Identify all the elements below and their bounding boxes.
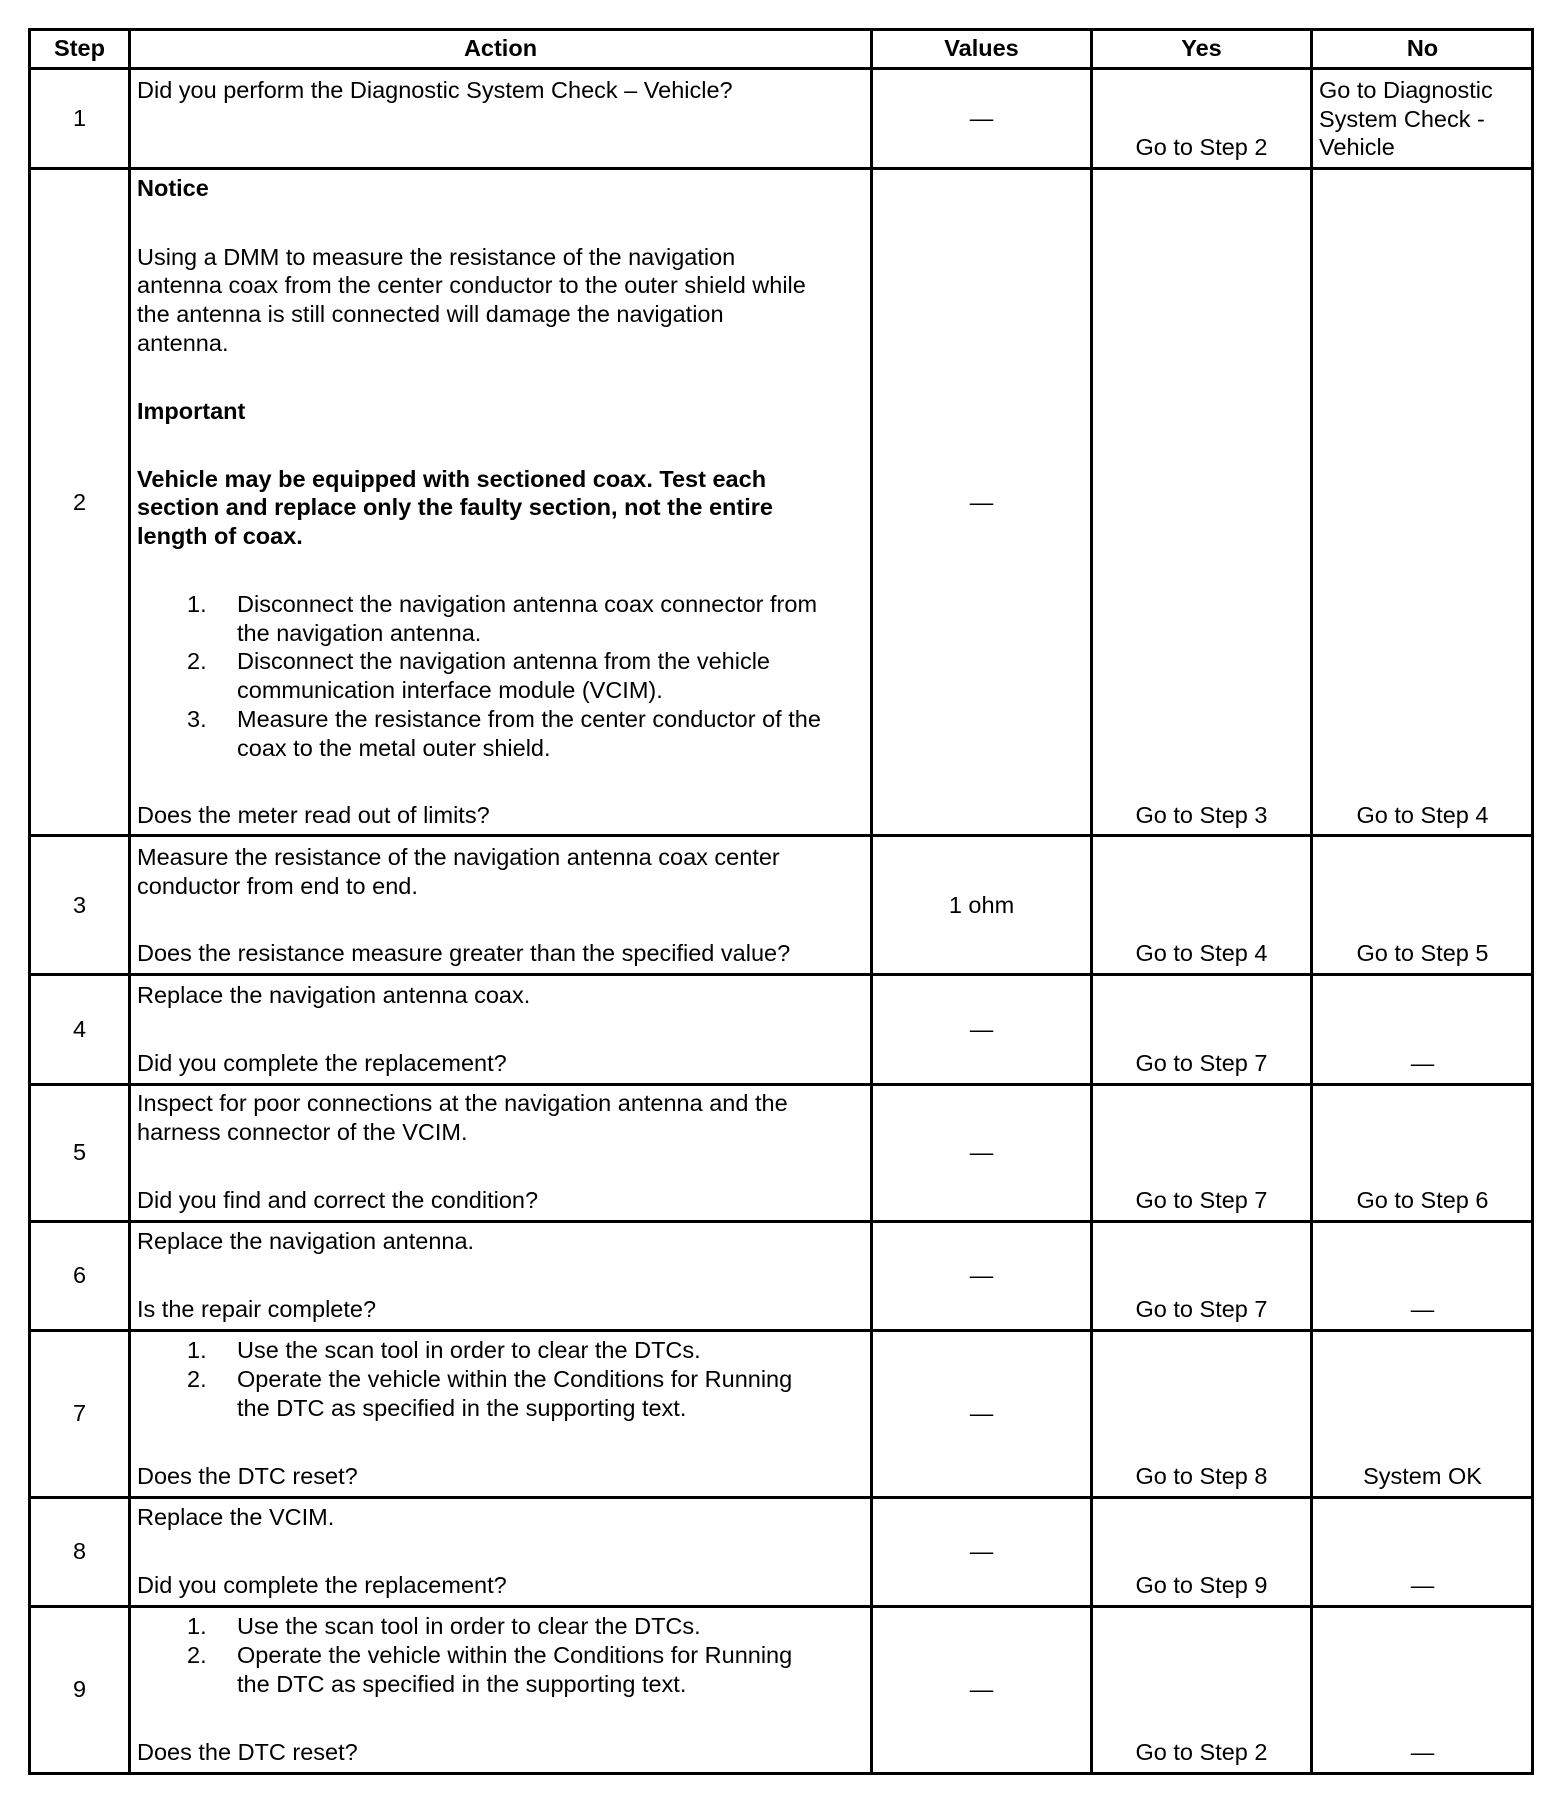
row-divider [28, 834, 1534, 837]
list-text: the DTC as specified in the supporting text. [237, 1671, 687, 1697]
step-number: 1 [72, 105, 87, 131]
list-text: Use the scan tool in order to clear the DTCs. [237, 1337, 701, 1363]
row-divider [28, 1329, 1534, 1332]
row-divider [28, 1496, 1534, 1499]
important-text: Vehicle may be equipped with sectioned coax. Test each [137, 466, 767, 492]
question-text: Does the DTC reset? [137, 1739, 358, 1765]
notice-text: antenna. [137, 330, 229, 356]
list-number: 1. [187, 591, 207, 617]
row-divider [28, 1220, 1534, 1223]
list-number: 2. [187, 1366, 207, 1392]
value-cell: — [969, 105, 994, 131]
step-number: 6 [72, 1262, 87, 1288]
value-cell: — [969, 1139, 994, 1165]
action-text: Replace the VCIM. [137, 1504, 335, 1530]
row-divider [28, 28, 1534, 31]
yes-cell: Go to Step 2 [1135, 134, 1268, 160]
notice-text: Using a DMM to measure the resistance of the navigation [137, 244, 736, 270]
notice-text: the antenna is still connected will damage the navigation [137, 301, 724, 327]
row-divider [28, 167, 1534, 170]
list-text: Disconnect the navigation antenna from the vehicle [237, 648, 770, 674]
no-cell: System OK [1363, 1463, 1482, 1489]
header-step: Step [54, 35, 105, 61]
value-cell: — [969, 1538, 994, 1564]
list-text: Operate the vehicle within the Conditions for Running [237, 1366, 793, 1392]
question-text: Did you find and correct the condition? [137, 1187, 539, 1213]
header-values: Values [944, 35, 1019, 61]
no-cell: Go to Step 6 [1356, 1187, 1489, 1213]
value-cell: — [969, 1262, 994, 1288]
yes-cell: Go to Step 7 [1135, 1187, 1268, 1213]
row-divider [28, 1605, 1534, 1608]
no-cell: — [1410, 1296, 1435, 1322]
header-action: Action [463, 35, 538, 61]
value-cell: 1 ohm [948, 892, 1015, 918]
row-divider [28, 1083, 1534, 1086]
list-number: 2. [187, 1642, 207, 1668]
header-yes: Yes [1181, 35, 1222, 61]
list-text: communication interface module (VCIM). [237, 677, 663, 703]
no-cell: System Check - [1319, 106, 1485, 132]
list-text: Use the scan tool in order to clear the DTCs. [237, 1613, 701, 1639]
question-text: Is the repair complete? [137, 1296, 377, 1322]
step-number: 8 [72, 1538, 87, 1564]
no-cell: — [1410, 1050, 1435, 1076]
question-text: Did you complete the replacement? [137, 1572, 507, 1598]
list-text: Disconnect the navigation antenna coax connector from [237, 591, 818, 617]
question-text: Does the DTC reset? [137, 1463, 358, 1489]
action-text: harness connector of the VCIM. [137, 1119, 468, 1145]
no-cell: — [1410, 1572, 1435, 1598]
yes-cell: Go to Step 7 [1135, 1050, 1268, 1076]
action-text: Did you perform the Diagnostic System Check – Vehicle? [137, 77, 733, 103]
list-text: the DTC as specified in the supporting text. [237, 1395, 687, 1421]
no-cell: — [1410, 1739, 1435, 1765]
list-number: 1. [187, 1613, 207, 1639]
action-text: conductor from end to end. [137, 873, 418, 899]
no-cell: Vehicle [1319, 134, 1395, 160]
notice-label: Notice [137, 175, 209, 201]
row-divider [28, 67, 1534, 70]
yes-cell: Go to Step 2 [1135, 1739, 1268, 1765]
yes-cell: Go to Step 4 [1135, 940, 1268, 966]
column-divider [1310, 28, 1313, 1775]
question-text: Did you complete the replacement? [137, 1050, 507, 1076]
action-text: Replace the navigation antenna coax. [137, 982, 531, 1008]
step-number: 7 [72, 1400, 87, 1426]
yes-cell: Go to Step 3 [1135, 802, 1268, 828]
step-number: 9 [72, 1676, 87, 1702]
important-text: section and replace only the faulty section, not the entire [137, 494, 773, 520]
notice-text: antenna coax from the center conductor to the outer shield while [137, 272, 806, 298]
yes-cell: Go to Step 8 [1135, 1463, 1268, 1489]
action-text: Inspect for poor connections at the navigation antenna and the [137, 1090, 788, 1116]
list-number: 1. [187, 1337, 207, 1363]
row-divider [28, 973, 1534, 976]
list-number: 3. [187, 706, 207, 732]
important-text: length of coax. [137, 523, 303, 549]
question-text: Does the meter read out of limits? [137, 802, 490, 828]
column-divider [1531, 28, 1534, 1775]
step-number: 3 [72, 892, 87, 918]
no-cell: Go to Step 4 [1356, 802, 1489, 828]
list-text: Measure the resistance from the center conductor of the [237, 706, 821, 732]
step-number: 5 [72, 1139, 87, 1165]
value-cell: — [969, 1676, 994, 1702]
list-text: Operate the vehicle within the Conditions for Running [237, 1642, 793, 1668]
no-cell: Go to Diagnostic [1319, 77, 1493, 103]
value-cell: — [969, 1016, 994, 1042]
question-text: Does the resistance measure greater than the specified value? [137, 940, 791, 966]
header-no: No [1406, 35, 1439, 61]
step-number: 4 [72, 1016, 87, 1042]
value-cell: — [969, 489, 994, 515]
row-divider [28, 1772, 1534, 1775]
yes-cell: Go to Step 7 [1135, 1296, 1268, 1322]
list-text: the navigation antenna. [237, 620, 482, 646]
action-text: Measure the resistance of the navigation antenna coax center [137, 844, 780, 870]
value-cell: — [969, 1400, 994, 1426]
important-label: Important [137, 398, 246, 424]
action-text: Replace the navigation antenna. [137, 1228, 475, 1254]
yes-cell: Go to Step 9 [1135, 1572, 1268, 1598]
list-text: coax to the metal outer shield. [237, 735, 551, 761]
step-number: 2 [72, 489, 87, 515]
list-number: 2. [187, 648, 207, 674]
no-cell: Go to Step 5 [1356, 940, 1489, 966]
